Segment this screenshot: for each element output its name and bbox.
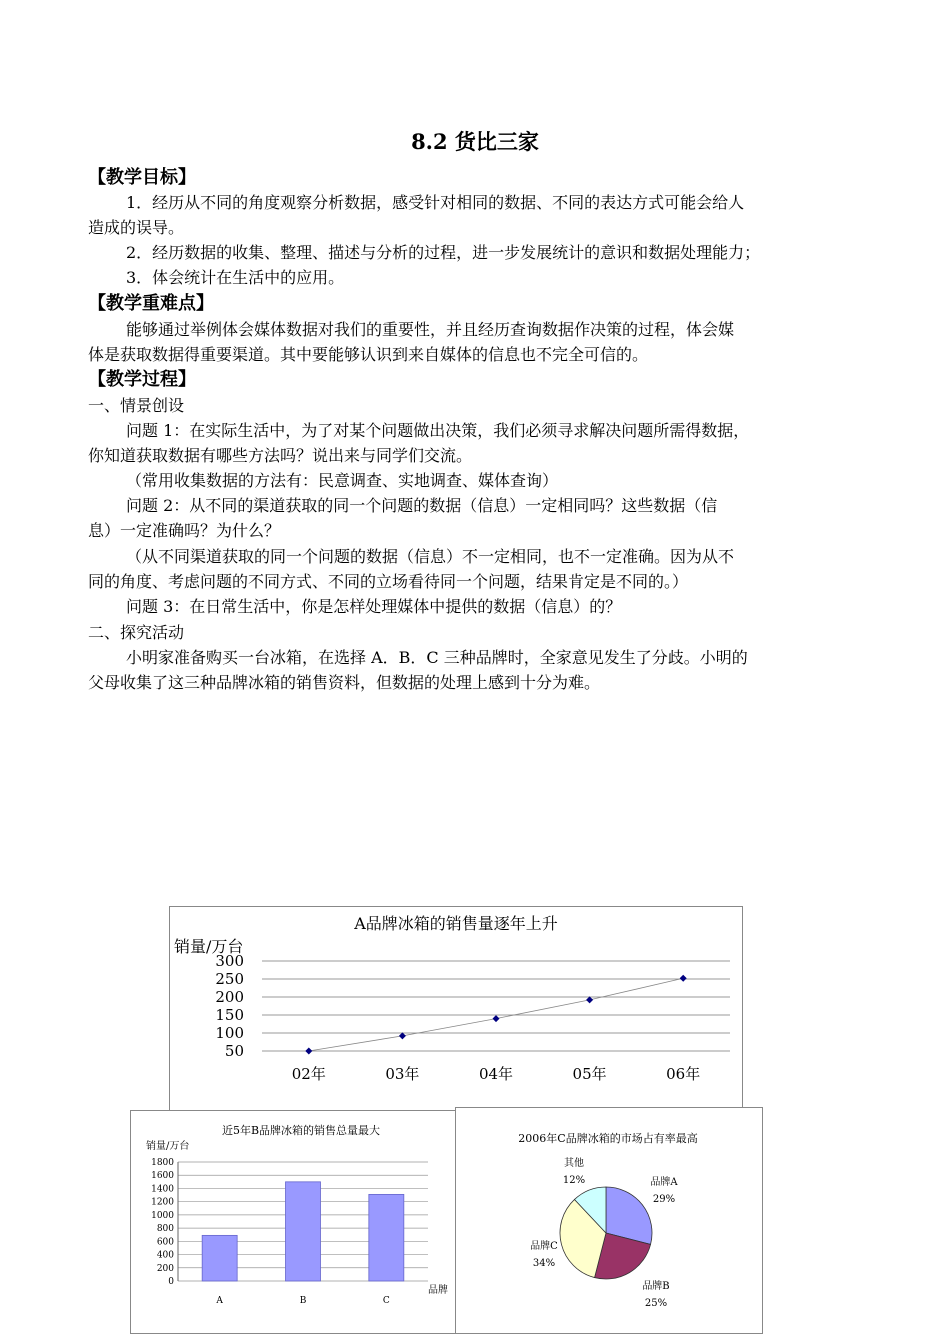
bar-chart-ytick: 200 (156, 1263, 174, 1274)
bar-chart-xtick: B (299, 1296, 307, 1306)
goal-3: 3．体会统计在生活中的应用。 (126, 268, 345, 287)
bar-chart-title: 近5年B品牌冰箱的销售总量最大 (221, 1124, 381, 1137)
pie-chart-slice-label: 品牌B (642, 1281, 670, 1292)
question-2-line-1: 问题 2：从不同的渠道获取的同一个问题的数据（信息）一定相同吗？这些数据（信 (126, 496, 718, 515)
bar-chart-ytick: 1000 (151, 1210, 174, 1221)
goal-2: 2．经历数据的收集、整理、描述与分析的过程，进一步发展统计的意识和数据处理能力； (126, 243, 761, 262)
answer-1: （常用收集数据的方法有：民意调查、实地调查、媒体查询） (126, 471, 559, 490)
bar-chart-ylabel: 销量/万台 (146, 1141, 190, 1152)
pie-chart-slice-percent: 29% (652, 1194, 676, 1205)
line-chart-ytick: 50 (224, 1042, 244, 1060)
bar-chart-xtick: C (382, 1296, 390, 1306)
bar-chart-ytick: 800 (156, 1224, 174, 1235)
pie-chart-slice-label: 品牌A (650, 1177, 678, 1188)
question-1-line-1: 问题 1：在实际生活中，为了对某个问题做出决策，我们必须寻求解决问题所需得数据， (126, 421, 750, 440)
line-chart-xtick: 04年 (478, 1065, 514, 1083)
pie-chart-slice-percent: 25% (644, 1298, 668, 1309)
pie-chart-title: 2006年C品牌冰箱的市场占有率最高 (518, 1132, 698, 1145)
pie-chart-slice-label: 品牌C (530, 1241, 558, 1252)
question-3: 问题 3：在日常生活中，你是怎样处理媒体中提供的数据（信息）的？ (126, 597, 622, 616)
question-2-line-2: 息）一定准确吗？为什么？ (88, 521, 281, 540)
bar-chart-frame (130, 1110, 462, 1334)
bar-chart-ytick: 1200 (151, 1197, 174, 1208)
bar-chart-xlabel: 品牌 (428, 1285, 448, 1296)
section-2-heading: 二、探究活动 (88, 623, 185, 642)
bar-chart-ytick: 600 (156, 1237, 174, 1248)
bar-chart-ytick: 1800 (151, 1158, 174, 1168)
bar-chart-ytick: 400 (156, 1250, 174, 1261)
bar-chart-bar (369, 1194, 404, 1281)
line-chart-title: A品牌冰箱的销售量逐年上升 (354, 914, 558, 933)
heading-process: 【教学过程】 (88, 369, 196, 390)
line-chart-ytick: 200 (215, 988, 244, 1006)
paragraph-line-2: 父母收集了这三种品牌冰箱的销售资料，但数据的处理上感到十分为难。 (88, 673, 601, 692)
line-chart (170, 907, 742, 1112)
key-points-line-1: 能够通过举例体会媒体数据对我们的重要性，并且经历查询数据作决策的过程，体会媒 (126, 320, 735, 339)
answer-2-line-2: 同的角度、考虑问题的不同方式、不同的立场看待同一个问题，结果肯定是不同的。） (88, 572, 689, 591)
bar-chart-ytick: 1600 (151, 1171, 174, 1182)
pie-chart-frame (455, 1107, 763, 1334)
section-1-heading: 一、情景创设 (88, 396, 185, 415)
paragraph-line-1: 小明家准备购买一台冰箱，在选择 A．B．C 三种品牌时，全家意见发生了分歧。小明的 (126, 648, 748, 667)
bar-chart-xtick: A (216, 1296, 223, 1306)
bar-chart (131, 1111, 461, 1333)
pie-chart-slice-label: 其他 (564, 1158, 584, 1169)
bar-chart-ytick: 0 (168, 1277, 174, 1287)
pie-chart (456, 1108, 762, 1333)
line-chart-ytick: 150 (215, 1006, 244, 1024)
line-chart-ylabel: 销量/万台 (174, 937, 244, 956)
goal-1-line-2: 造成的误导。 (88, 218, 185, 237)
line-chart-ytick: 300 (215, 952, 244, 970)
bar-chart-bar (202, 1235, 237, 1281)
answer-2-line-1: （从不同渠道获取的同一个问题的数据（信息）不一定相同，也不一定准确。因为从不 (126, 547, 735, 566)
heading-goals: 【教学目标】 (88, 167, 196, 188)
heading-key-points: 【教学重难点】 (88, 293, 214, 314)
line-chart-ytick: 100 (215, 1024, 244, 1042)
line-chart-point (680, 975, 687, 982)
line-chart-xtick: 06年 (666, 1065, 701, 1083)
pie-chart-slice-percent: 34% (532, 1258, 556, 1269)
line-chart-ytick: 250 (215, 970, 244, 988)
key-points-line-2: 体是获取数据得重要渠道。其中要能够认识到来自媒体的信息也不完全可信的。 (88, 345, 649, 364)
pie-chart-slice-percent: 12% (562, 1175, 586, 1186)
line-chart-point (305, 1048, 312, 1055)
line-chart-xtick: 02年 (291, 1065, 326, 1083)
question-1-line-2: 你知道获取数据有哪些方法吗？说出来与同学们交流。 (88, 446, 473, 465)
bar-chart-ytick: 1400 (151, 1184, 174, 1195)
goal-1-line-1: 1．经历从不同的角度观察分析数据，感受针对相同的数据、不同的表达方式可能会给人 (126, 193, 745, 212)
line-chart-xtick: 05年 (572, 1065, 607, 1083)
line-chart-frame (169, 906, 743, 1113)
line-chart-point (493, 1015, 500, 1022)
page-title: 8.2 货比三家 (411, 129, 539, 154)
bar-chart-bar (286, 1182, 321, 1281)
line-chart-xtick: 03年 (385, 1065, 420, 1083)
